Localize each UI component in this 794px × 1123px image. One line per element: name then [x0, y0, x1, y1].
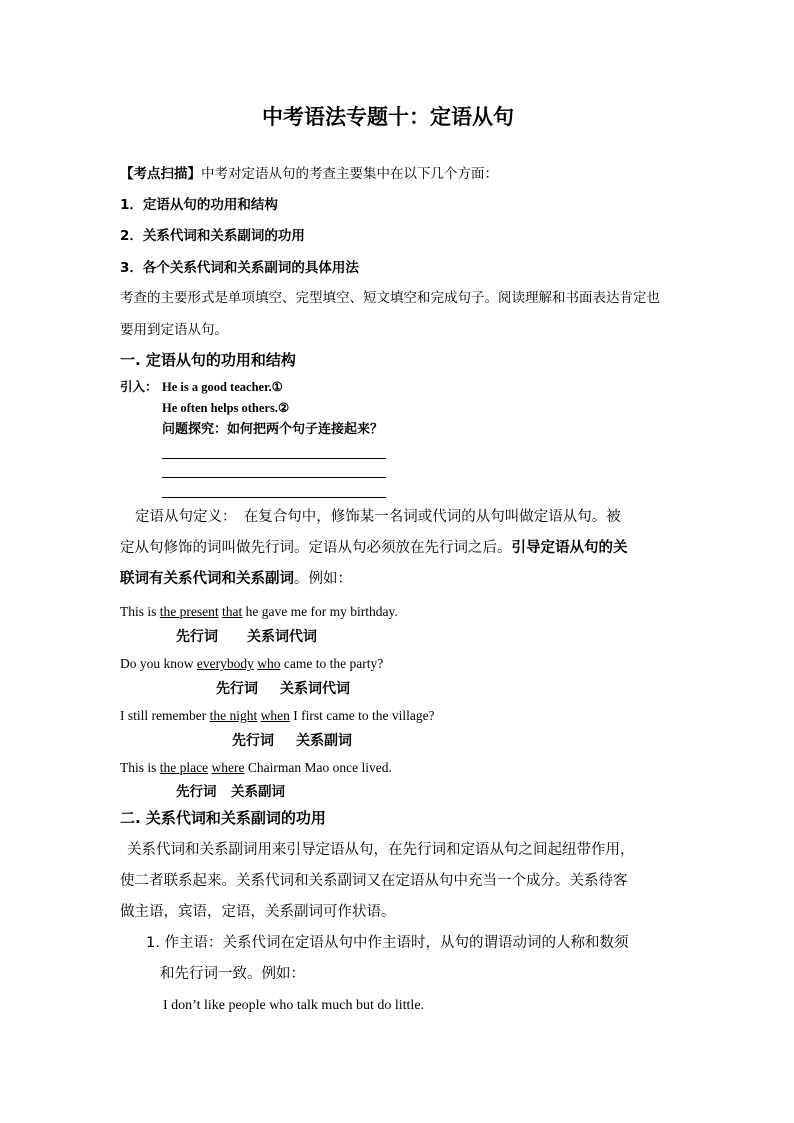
example-1-post: he gave me for my birthday.	[242, 604, 398, 619]
scan-point-3: 3．各个关系代词和关系副词的具体用法	[120, 260, 359, 276]
scan-label: 【考点扫描】	[120, 166, 201, 182]
example-1-relative: that	[222, 604, 243, 619]
intro-question: 问题探究：如何把两个句子连接起来？	[162, 422, 384, 437]
example-sentence-1	[120, 605, 398, 619]
item-1-example: I don’t like people who talk much but do little.	[163, 998, 425, 1013]
scan-point-2: 2．关系代词和关系副词的功用	[120, 228, 305, 244]
section-2-paragraph-line-3: 做主语，宾语，定语，关系副词可作状语。	[120, 904, 396, 920]
answer-line-2	[162, 477, 386, 478]
item-1-line-1: 1. 作主语：关系代词在定语从句中作主语时，从句的谓语动词的人称和数须	[146, 935, 629, 951]
example-2-pre: Do you know	[120, 656, 197, 671]
example-1-pre: This is	[120, 604, 160, 619]
definition-line-3	[120, 572, 352, 587]
example-3-relative-label: 关系副词	[296, 733, 352, 749]
example-4-antecedent: the place	[159, 760, 209, 775]
example-sentence-3	[120, 709, 435, 723]
section-2-heading: 二. 关系代词和关系副词的功用	[120, 809, 326, 827]
example-4-pre: This is	[120, 760, 160, 775]
definition-line-2b: 引导定语从句的关	[511, 540, 628, 556]
intro-sentence-1: He is a good teacher.①	[162, 380, 283, 394]
example-4-relative: where	[211, 760, 245, 775]
example-sentence-4	[120, 761, 392, 775]
intro-label: 引入：	[120, 379, 158, 394]
definition-line-3-bold: 联词有关系代词和关系副词	[120, 571, 294, 587]
example-4-antecedent-label: 先行词	[176, 784, 217, 800]
definition-line-1: 定语从句定义： 在复合句中，修饰某一名词或代词的从句叫做定语从句。被	[135, 509, 621, 525]
example-2-antecedent-label: 先行词	[216, 681, 258, 697]
example-3-relative: when	[260, 708, 290, 723]
example-3-antecedent-label: 先行词	[232, 733, 274, 749]
answer-line-3	[162, 497, 386, 498]
example-2-antecedent: everybody	[196, 656, 254, 671]
item-1-line-2: 和先行词一致。例如：	[160, 966, 305, 982]
example-4-post: Chairman Mao once lived.	[244, 760, 392, 775]
section-1-heading: 一. 定语从句的功用和结构	[120, 351, 296, 369]
example-sentence-2	[120, 657, 383, 671]
intro-sentence-2: He often helps others.②	[162, 401, 290, 415]
definition-line-2a: 定从句修饰的词叫做先行词。定语从句必须放在先行词之后。	[120, 540, 512, 556]
scan-forms-line-1: 考查的主要形式是单项填空、完型填空、短文填空和完成句子。阅读理解和书面表达肯定也	[120, 290, 660, 306]
definition-line-2	[120, 541, 628, 556]
example-2-relative: who	[257, 656, 281, 671]
example-2-relative-label: 关系词代词	[280, 681, 350, 697]
answer-line-1	[162, 458, 386, 459]
example-1-antecedent: the present	[159, 604, 219, 619]
example-1-antecedent-label: 先行词	[176, 629, 218, 645]
section-2-paragraph-line-2: 使二者联系起来。关系代词和关系副词又在定语从句中充当一个成分。关系待客	[120, 873, 628, 889]
scan-text: 中考对定语从句的考查主要集中在以下几个方面：	[201, 166, 498, 182]
section-2-paragraph-line-1: 关系代词和关系副词用来引导定语从句，在先行词和定语从句之间起纽带作用，	[127, 842, 635, 858]
example-3-post: I first came to the village?	[289, 708, 435, 723]
page-title: 中考语法专题十：定语从句	[262, 105, 514, 129]
scan-intro	[120, 168, 498, 182]
example-2-post: came to the party?	[280, 656, 384, 671]
example-1-relative-label: 关系词代词	[247, 629, 317, 645]
example-4-relative-label: 关系副词	[231, 784, 285, 800]
scan-point-1: 1．定语从句的功用和结构	[120, 197, 278, 213]
scan-forms-line-2: 要用到定语从句。	[120, 322, 228, 338]
definition-line-3-tail: 。例如：	[294, 571, 352, 587]
example-3-antecedent: the night	[209, 708, 258, 723]
example-3-pre: I still remember	[120, 708, 210, 723]
